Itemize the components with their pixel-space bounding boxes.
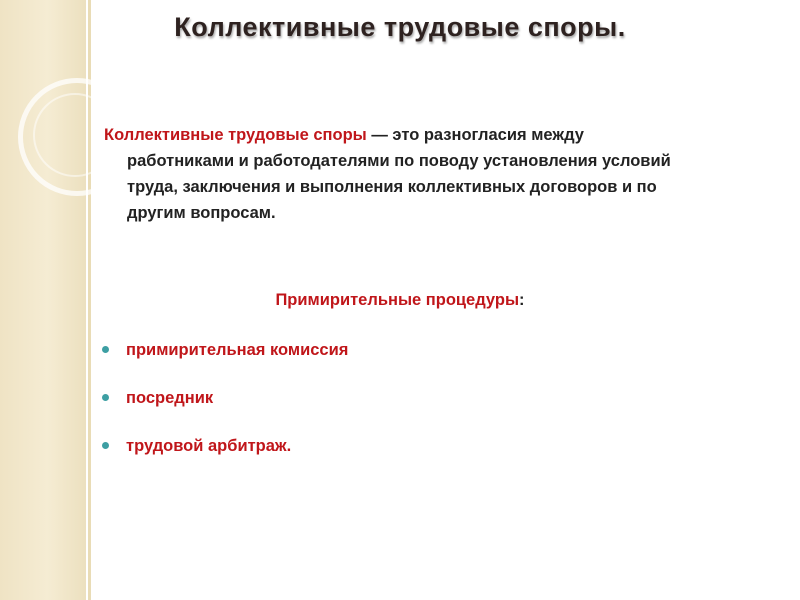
bullet-dot-icon (102, 346, 109, 353)
bullet-dot-icon (102, 442, 109, 449)
definition-paragraph (104, 122, 794, 226)
procedures-heading-colon: : (519, 291, 525, 309)
slide-title: Коллективные трудовые споры. (174, 12, 626, 42)
definition-continuation (104, 148, 794, 226)
procedure-label: трудовой арбитраж. (126, 437, 292, 455)
procedures-heading-text: Примирительные процедуры (275, 291, 520, 309)
definition-text-2: работниками и работодателями по поводу установления условий (127, 152, 671, 170)
definition-text-1: — это разногласия между (366, 126, 584, 144)
procedure-label: примирительная комиссия (126, 341, 349, 359)
procedure-label: посредник (126, 389, 214, 407)
definition-text-4: другим вопросам. (127, 204, 276, 222)
definition-term: Коллективные трудовые споры (104, 126, 367, 144)
definition-first-line (104, 122, 794, 148)
bullet-dot-icon (102, 394, 109, 401)
definition-text-3: труда, заключения и выполнения коллективных договоров и по (127, 178, 657, 196)
procedures-heading (0, 291, 800, 310)
